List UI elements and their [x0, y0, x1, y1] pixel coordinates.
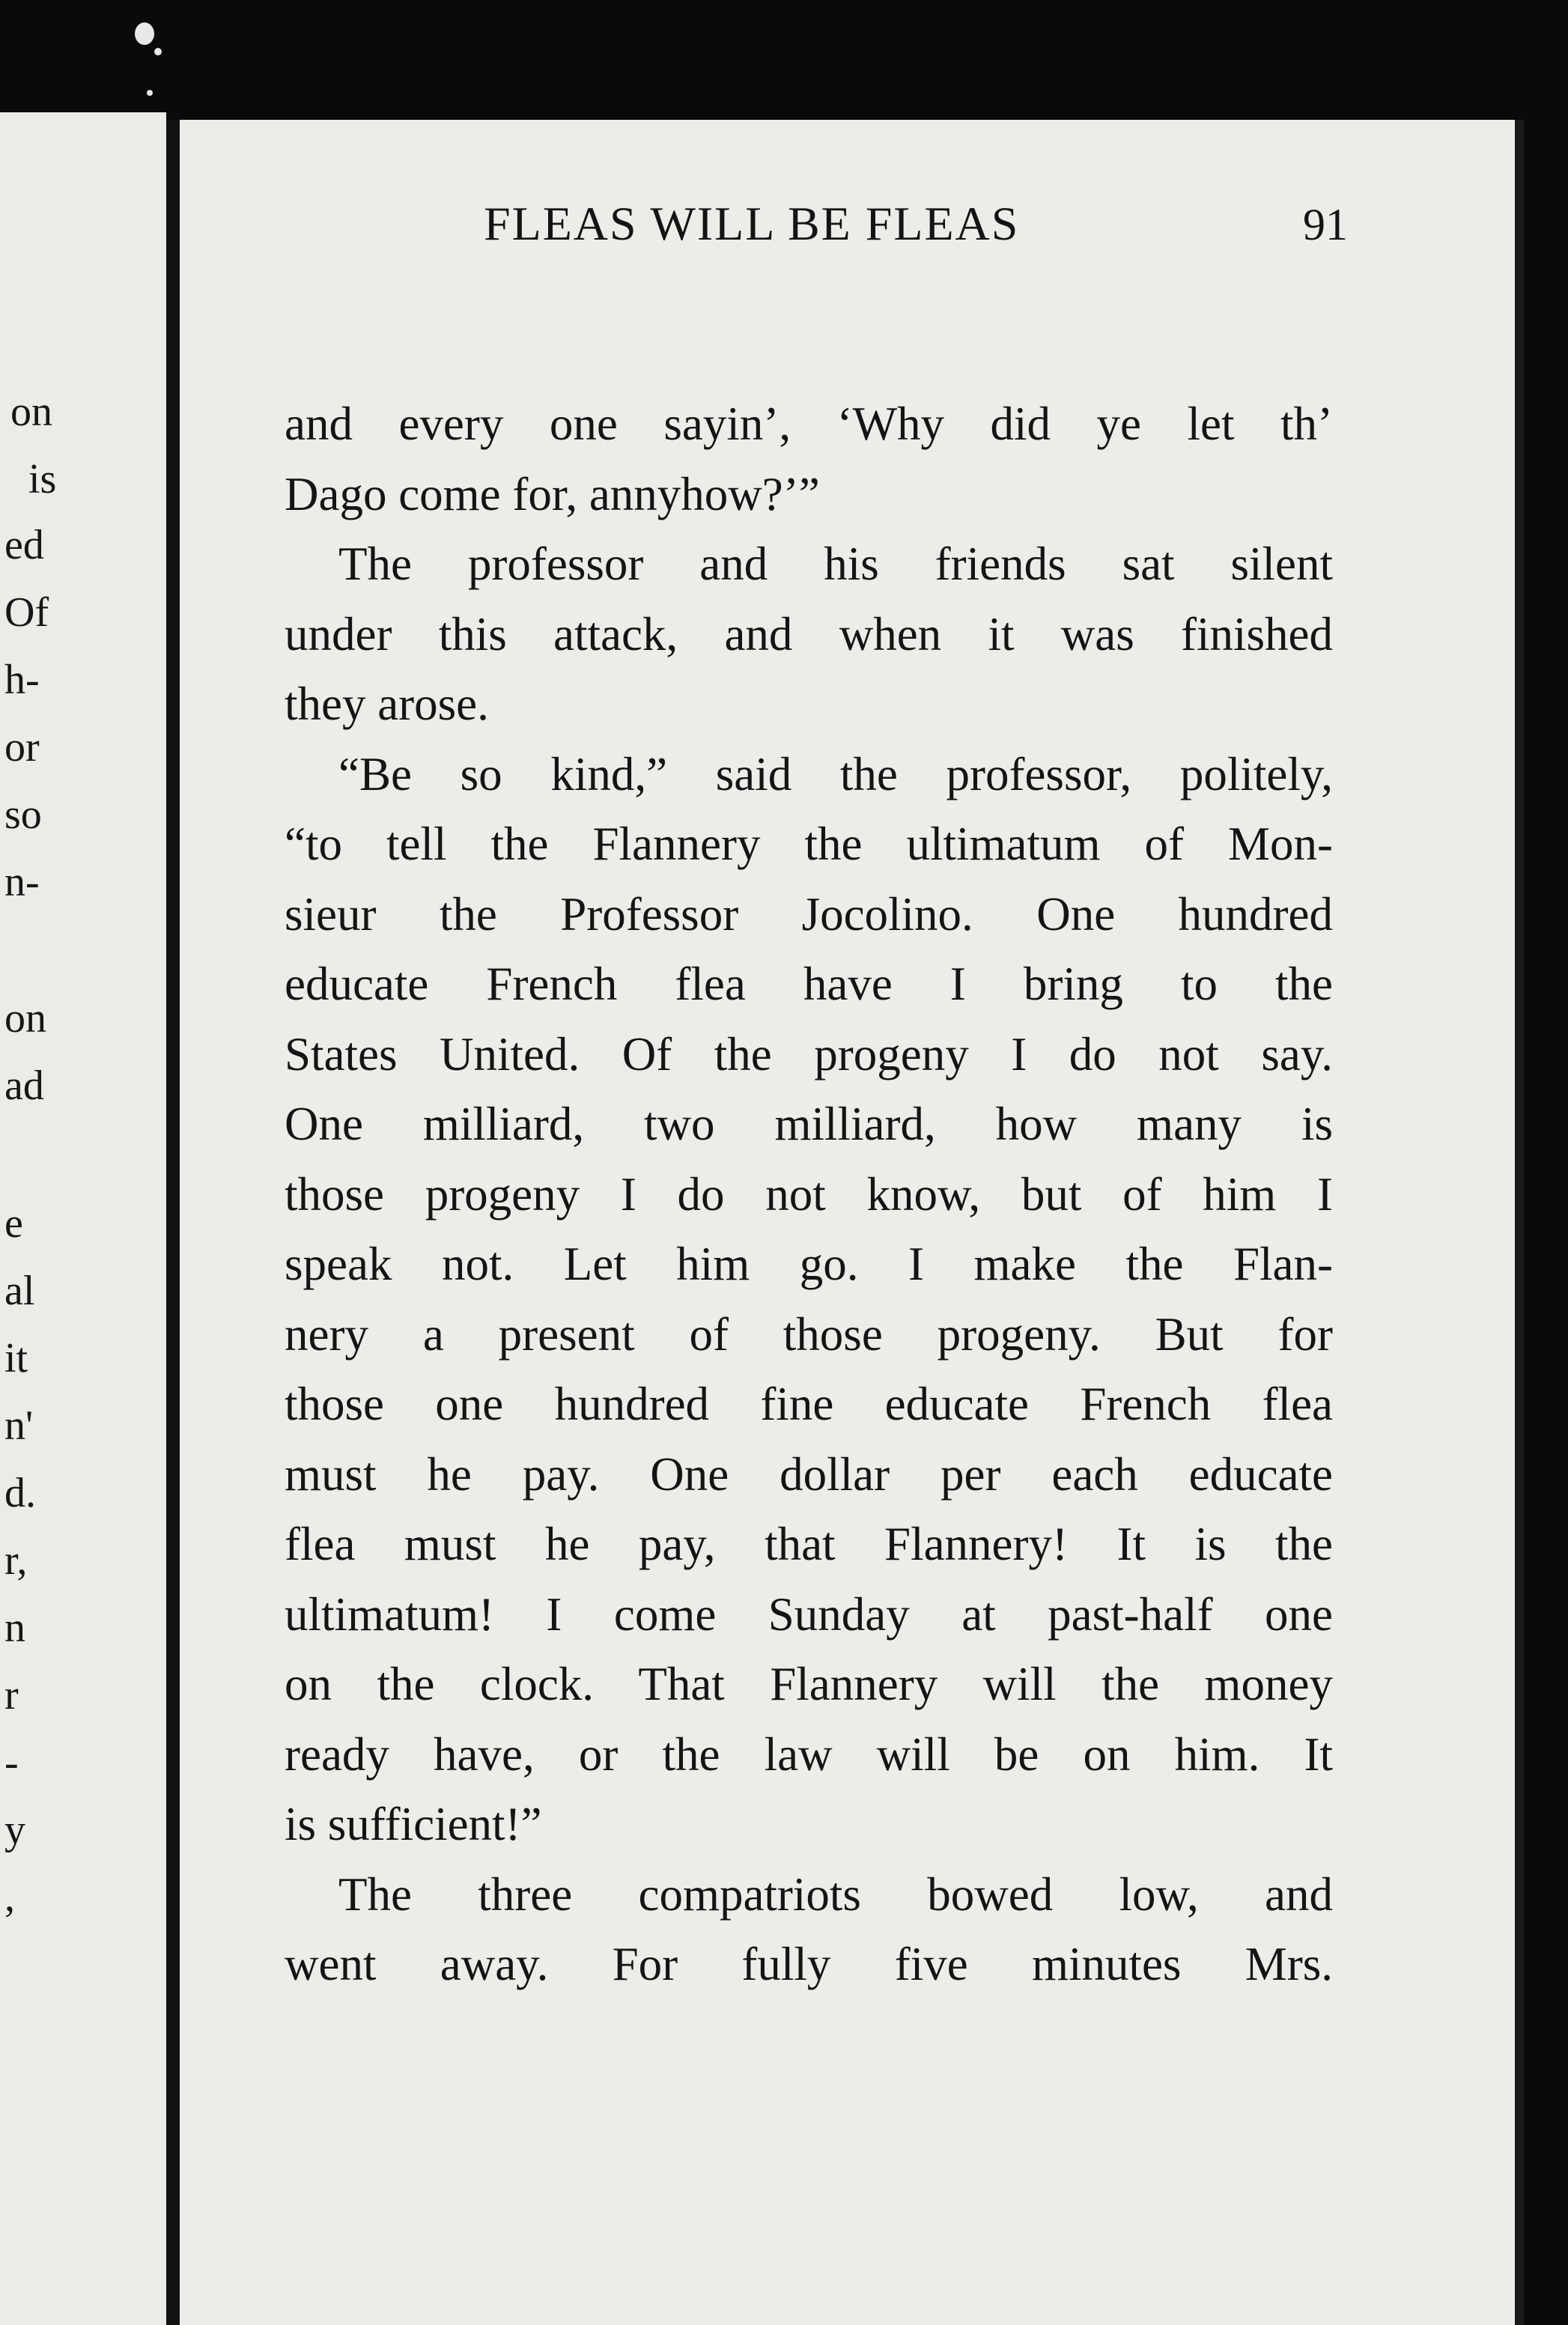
scan-speck [154, 48, 162, 55]
text-line: under this attack, and when it was finished [285, 607, 1333, 660]
facing-page-fragment: n [4, 1605, 25, 1651]
book-gutter [166, 120, 180, 2325]
text-line: on the clock. That Flannery will the money [285, 1658, 1333, 1710]
facing-page-fragment: so [4, 791, 42, 838]
facing-page-fragment: on [4, 995, 46, 1042]
text-line: The three compatriots bowed low, and [338, 1867, 1333, 1921]
text-line: those progeny I do not know, but of him I [285, 1167, 1333, 1221]
text-line: flea must he pay, that Flannery! It is the [285, 1518, 1333, 1570]
facing-page-fragment: al [4, 1268, 35, 1314]
text-line: speak not. Let him go. I make the Flan- [285, 1238, 1333, 1290]
facing-page-fragment: y [4, 1807, 25, 1853]
facing-page-fragment: ad [4, 1063, 44, 1109]
running-head [304, 196, 1348, 264]
facing-page-fragment: is [28, 456, 57, 502]
facing-page-fragment: e [4, 1200, 23, 1247]
running-title: FLEAS WILL BE FLEAS [484, 197, 1020, 250]
text-line: those one hundred fine educate French flea [285, 1378, 1333, 1430]
facing-page-fragment: on [10, 389, 52, 435]
facing-page-fragment: n- [4, 859, 40, 905]
text-line: must he pay. One dollar per each educate [285, 1447, 1333, 1501]
text-line: and every one sayin’, ‘Why did ye let th’ [285, 398, 1333, 450]
facing-page-fragment: , [4, 1874, 15, 1921]
text-line: nery a present of those progeny. But for [285, 1307, 1333, 1361]
facing-page-fragment: r, [4, 1537, 28, 1584]
scan-speck [135, 22, 154, 45]
facing-page-fragment: it [4, 1335, 28, 1382]
scan-speck [147, 90, 153, 96]
facing-page-fragment: r [4, 1672, 19, 1718]
body-text [285, 389, 1333, 2000]
text-line: ultimatum! I come Sunday at past-half one [285, 1587, 1333, 1641]
facing-page-fragment: or [4, 724, 40, 771]
text-line: “Be so kind,” said the professor, politely, [338, 747, 1333, 800]
text-line: ready have, or the law will be on him. It [285, 1727, 1333, 1781]
text-line: The professor and his friends sat silent [338, 538, 1333, 590]
text-line: States United. Of the progeny I do not say. [285, 1027, 1333, 1081]
facing-page-edge [0, 112, 166, 2325]
facing-page-fragment: h- [4, 657, 40, 703]
text-line: One milliard, two milliard, how many is [285, 1098, 1333, 1150]
text-line: “to tell the Flannery the ultimatum of Mon- [285, 818, 1333, 870]
facing-page-fragment: n' [4, 1402, 34, 1449]
facing-page-fragment: d. [4, 1470, 36, 1516]
text-line: is sufficient!” [285, 1798, 542, 1850]
text-line: went away. For fully five minutes Mrs. [285, 1938, 1333, 1990]
text-line: Dago come for, annyhow?’” [285, 467, 820, 520]
text-line: sieur the Professor Jocolino. One hundred [285, 887, 1333, 940]
facing-page-fragment: ed [4, 522, 44, 568]
text-line: they arose. [285, 678, 489, 730]
page-number: 91 [1303, 200, 1348, 249]
facing-page-fragment: - [4, 1739, 19, 1786]
facing-page-fragment: Of [4, 589, 49, 636]
text-line: educate French flea have I bring to the [285, 958, 1333, 1010]
